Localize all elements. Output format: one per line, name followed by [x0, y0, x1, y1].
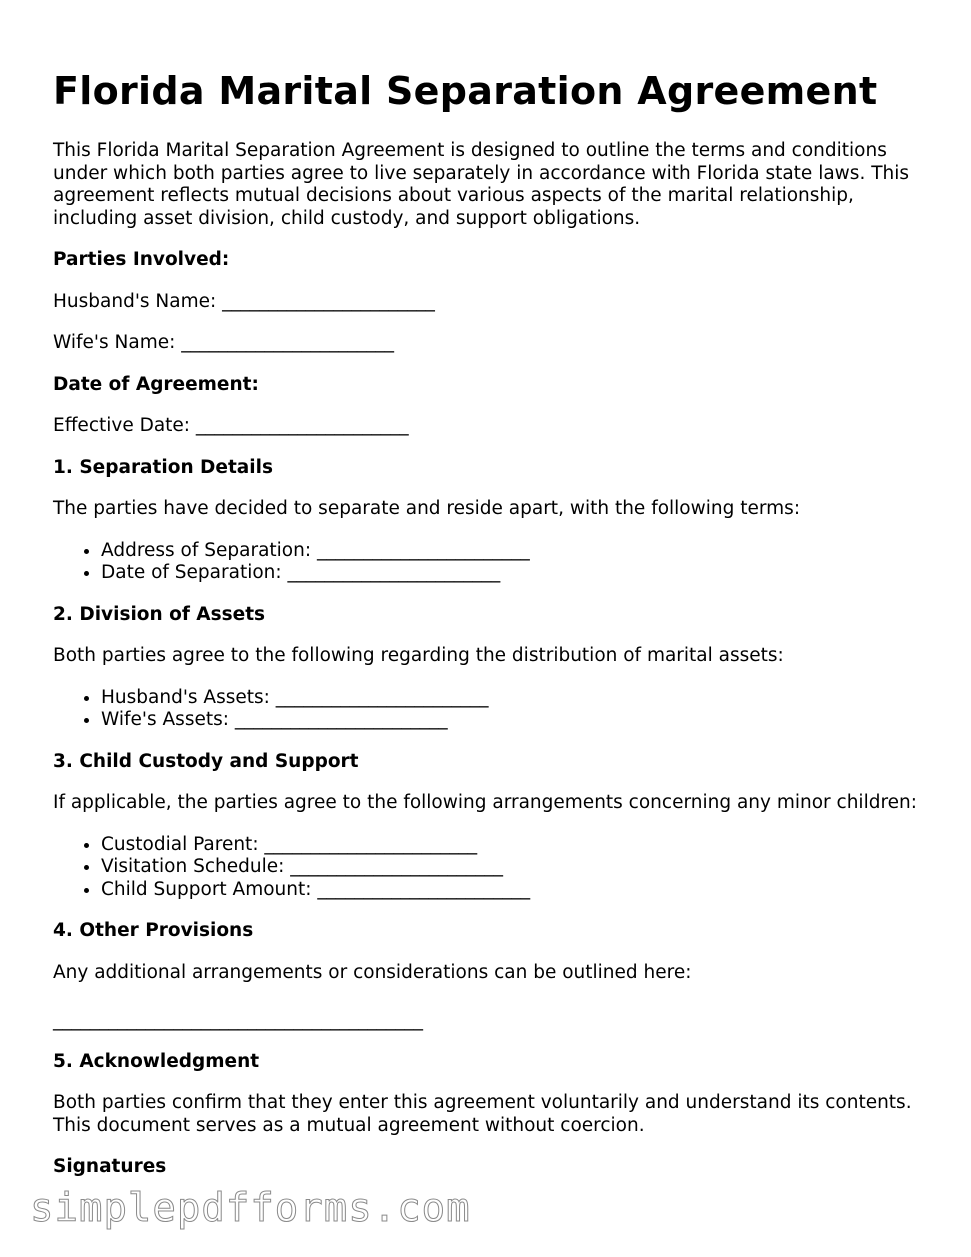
custody-text: If applicable, the parties agree to the following arrangements concerning any minor children:	[53, 792, 917, 813]
effective-date-field: Effective Date: _______________________	[53, 415, 409, 436]
custodial-parent-item: • Custodial Parent: _______________________	[101, 834, 923, 857]
child-support-item: • Child Support Amount: _______________________	[101, 879, 923, 902]
separation-text: The parties have decided to separate and reside apart, with the following terms:	[53, 498, 801, 519]
date-heading: Date of Agreement:	[53, 373, 259, 395]
document-page	[53, 66, 923, 1198]
separation-address-item: • Address of Separation: _______________________	[101, 540, 923, 563]
intro-paragraph: This Florida Marital Separation Agreement is designed to outline the terms and conditions under which both parties agree to live separately in accordance with Florida state laws. This agreement reflects mutual decisions about various aspects of the marital relationship, including asset division, child custody, and support obligations.	[53, 140, 910, 229]
assets-heading: 2. Division of Assets	[53, 603, 266, 625]
separation-date-item: • Date of Separation: _______________________	[101, 562, 923, 585]
husband-name-field: Husband's Name: _______________________	[53, 290, 435, 312]
custody-list	[53, 834, 923, 902]
husband-assets-item: • Husband's Assets: _______________________	[101, 687, 923, 710]
signatures-heading: Signatures	[53, 1156, 167, 1177]
acknowledgment-heading: 5. Acknowledgment	[53, 1050, 260, 1072]
other-provisions-text: Any additional arrangements or considerations can be outlined here:	[53, 961, 692, 983]
wife-assets-item: • Wife's Assets: _______________________	[101, 709, 923, 732]
other-provisions-heading: 4. Other Provisions	[53, 920, 254, 941]
document-title: Florida Marital Separation Agreement	[53, 69, 878, 113]
wife-name-field: Wife's Name: _______________________	[53, 332, 394, 353]
parties-heading: Parties Involved:	[53, 249, 230, 270]
assets-text: Both parties agree to the following regarding the distribution of marital assets:	[53, 645, 784, 666]
custody-heading: 3. Child Custody and Support	[53, 750, 359, 772]
acknowledgment-text: Both parties confirm that they enter this agreement voluntarily and understand its contents. This document serves as a mutual agreement without coercion.	[53, 1092, 912, 1136]
assets-list	[53, 687, 923, 732]
separation-heading: 1. Separation Details	[53, 456, 273, 478]
separation-list	[53, 540, 923, 585]
visitation-schedule-item: • Visitation Schedule: _______________________	[101, 856, 923, 879]
other-provisions-blank: ________________________________________	[53, 1010, 423, 1031]
watermark: simplepdfforms.com	[30, 1186, 471, 1231]
